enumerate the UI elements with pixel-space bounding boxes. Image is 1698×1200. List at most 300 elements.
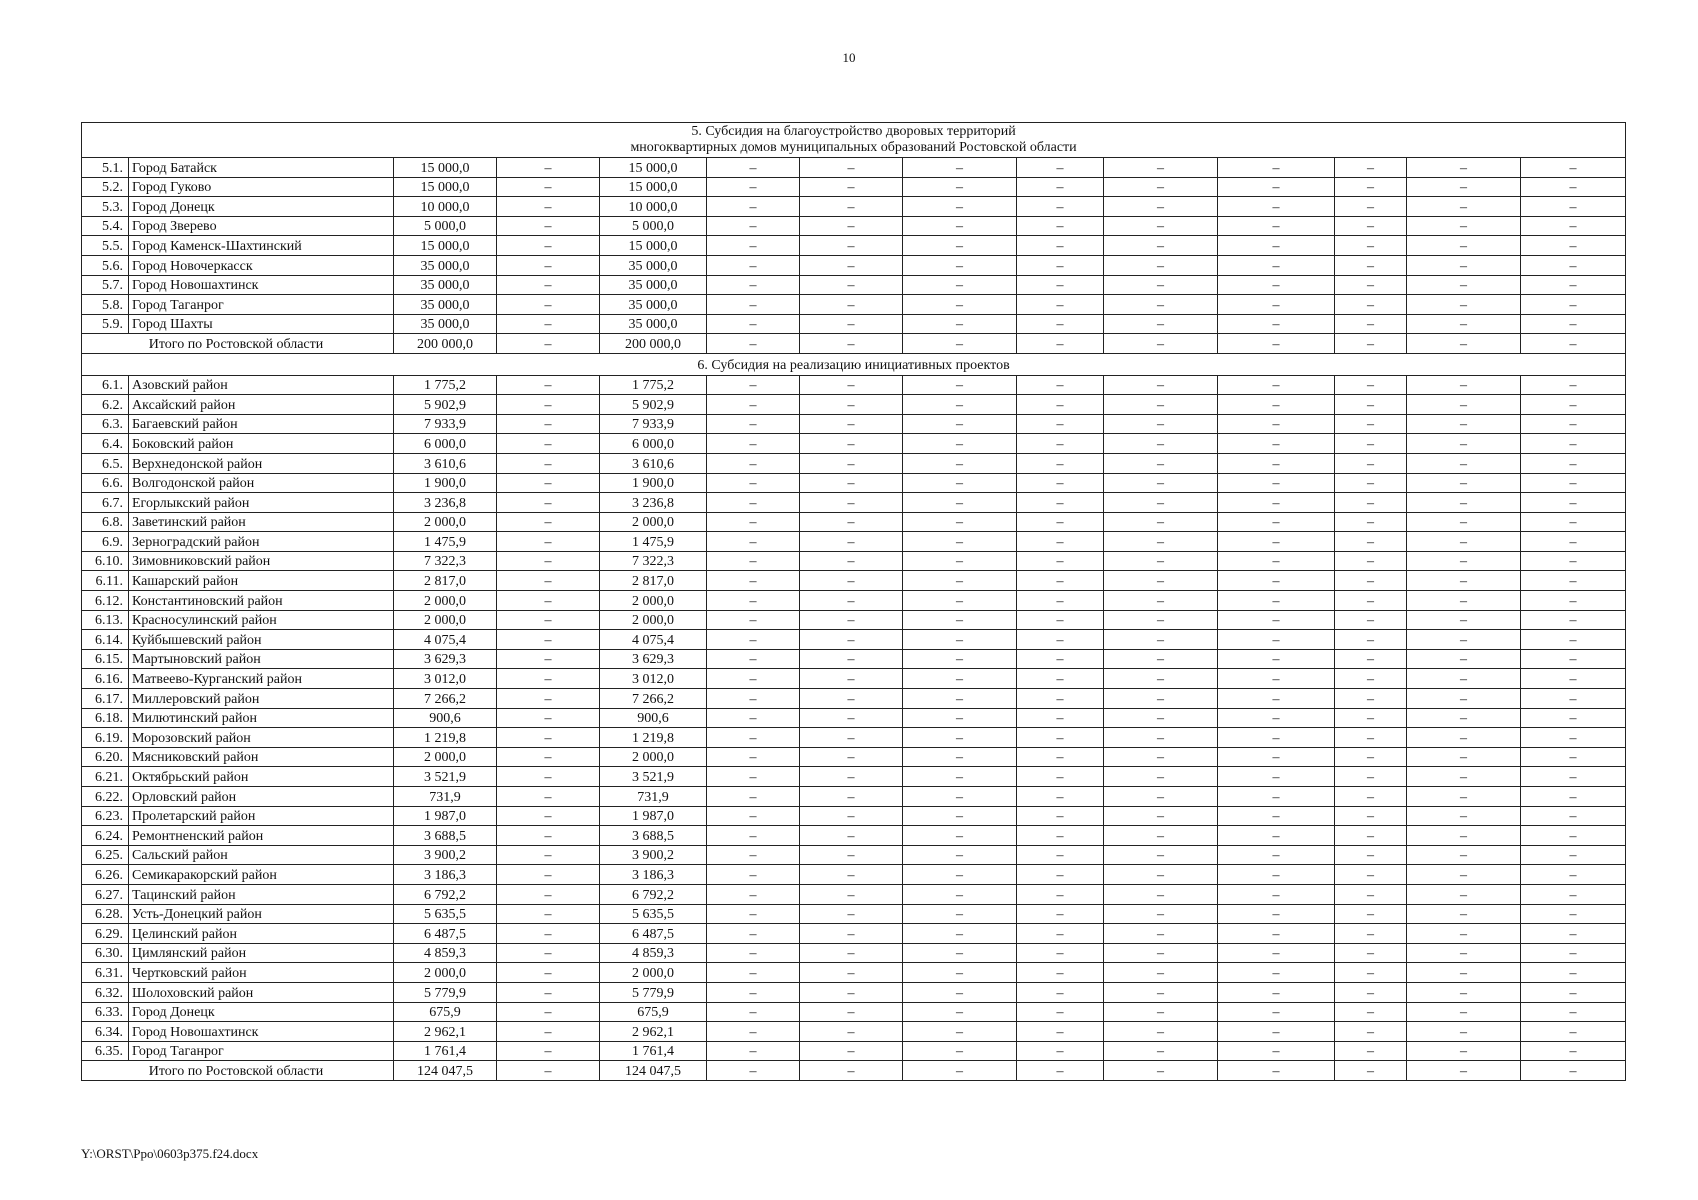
amount-cell: 3 186,3 — [600, 865, 707, 885]
total-amount-cell: 2 000,0 — [394, 963, 497, 983]
dash-cell: – — [1218, 767, 1335, 787]
dash-cell: – — [1521, 610, 1626, 630]
amount-cell: 6 000,0 — [600, 434, 707, 454]
dash-cell: – — [1104, 826, 1218, 846]
total-amount-cell: 35 000,0 — [394, 255, 497, 275]
dash-cell: – — [1218, 236, 1335, 256]
dash-cell: – — [800, 747, 903, 767]
total-amount-cell: 3 236,8 — [394, 493, 497, 513]
row-number: 5.8. — [82, 295, 129, 315]
dash-cell: – — [1104, 669, 1218, 689]
amount-cell: 675,9 — [600, 1002, 707, 1022]
dash-cell: – — [1407, 453, 1521, 473]
dash-cell: – — [1335, 591, 1407, 611]
row-number: 6.17. — [82, 689, 129, 709]
dash-cell: – — [1104, 314, 1218, 334]
table-row — [82, 571, 1626, 591]
dash-cell: – — [1335, 943, 1407, 963]
dash-cell: – — [497, 197, 600, 217]
dash-cell: – — [800, 314, 903, 334]
municipality-name: Боковский район — [129, 434, 394, 454]
dash-cell: – — [1521, 571, 1626, 591]
municipality-name: Октябрьский район — [129, 767, 394, 787]
dash-cell: – — [707, 669, 800, 689]
dash-cell: – — [1521, 591, 1626, 611]
row-number: 6.3. — [82, 414, 129, 434]
amount-cell: 2 000,0 — [600, 512, 707, 532]
row-number: 6.9. — [82, 532, 129, 552]
amount-cell: 15 000,0 — [600, 177, 707, 197]
table-row — [82, 591, 1626, 611]
table-row — [82, 669, 1626, 689]
amount-cell: 7 933,9 — [600, 414, 707, 434]
dash-cell: – — [1017, 845, 1104, 865]
dash-cell: – — [1218, 1041, 1335, 1061]
row-number: 6.6. — [82, 473, 129, 493]
dash-cell: – — [800, 295, 903, 315]
dash-cell: – — [1104, 982, 1218, 1002]
dash-cell: – — [1104, 1002, 1218, 1022]
dash-cell: – — [1521, 434, 1626, 454]
dash-cell: – — [1407, 826, 1521, 846]
dash-cell: – — [1335, 1022, 1407, 1042]
dash-cell: – — [800, 924, 903, 944]
table-row — [82, 453, 1626, 473]
dash-cell: – — [1335, 453, 1407, 473]
dash-cell: – — [903, 453, 1017, 473]
dash-cell: – — [800, 434, 903, 454]
dash-cell: – — [1335, 512, 1407, 532]
dash-cell: – — [1104, 216, 1218, 236]
dash-cell: – — [707, 375, 800, 395]
dash-cell: – — [1017, 591, 1104, 611]
dash-cell: – — [800, 197, 903, 217]
dash-cell: – — [1104, 473, 1218, 493]
dash-cell: – — [707, 551, 800, 571]
table-row — [82, 493, 1626, 513]
dash-cell: – — [800, 865, 903, 885]
dash-cell: – — [800, 630, 903, 650]
dash-cell: – — [497, 787, 600, 807]
municipality-name: Ремонтненский район — [129, 826, 394, 846]
dash-cell: – — [1335, 610, 1407, 630]
municipality-name: Цимлянский район — [129, 943, 394, 963]
row-number: 6.28. — [82, 904, 129, 924]
amount-cell: 2 962,1 — [600, 1022, 707, 1042]
dash-cell: – — [1335, 434, 1407, 454]
table-row — [82, 708, 1626, 728]
dash-cell: – — [1407, 787, 1521, 807]
total-amount-cell: 900,6 — [394, 708, 497, 728]
dash-cell: – — [903, 845, 1017, 865]
municipality-name: Матвеево-Курганский район — [129, 669, 394, 689]
dash-cell: – — [800, 787, 903, 807]
dash-cell: – — [1017, 255, 1104, 275]
dash-cell: – — [497, 747, 600, 767]
dash-cell: – — [903, 1041, 1017, 1061]
dash-cell: – — [1335, 551, 1407, 571]
dash-cell: – — [1017, 493, 1104, 513]
municipality-name: Заветинский район — [129, 512, 394, 532]
dash-cell: – — [497, 453, 600, 473]
dash-cell: – — [1017, 982, 1104, 1002]
dash-cell: – — [707, 904, 800, 924]
municipality-name: Семикаракорский район — [129, 865, 394, 885]
amount-cell: 3 521,9 — [600, 767, 707, 787]
total-amount-cell: 4 075,4 — [394, 630, 497, 650]
dash-cell: – — [707, 453, 800, 473]
dash-cell: – — [800, 236, 903, 256]
row-number: 6.31. — [82, 963, 129, 983]
dash-cell: – — [800, 591, 903, 611]
dash-cell: – — [1521, 255, 1626, 275]
dash-cell: – — [1335, 924, 1407, 944]
dash-cell: – — [1407, 551, 1521, 571]
row-number: 6.7. — [82, 493, 129, 513]
dash-cell: – — [800, 1041, 903, 1061]
dash-cell: – — [707, 158, 800, 178]
dash-cell: – — [707, 1022, 800, 1042]
dash-cell: – — [800, 963, 903, 983]
dash-cell: – — [1335, 255, 1407, 275]
dash-cell: – — [903, 532, 1017, 552]
amount-cell: 2 000,0 — [600, 747, 707, 767]
amount-cell: 731,9 — [600, 787, 707, 807]
table-row — [82, 826, 1626, 846]
dash-cell: – — [903, 649, 1017, 669]
dash-cell: – — [800, 158, 903, 178]
dash-cell: – — [497, 767, 600, 787]
amount-cell: 5 779,9 — [600, 982, 707, 1002]
dash-cell: – — [1521, 334, 1626, 354]
table-row — [82, 787, 1626, 807]
row-number: 6.5. — [82, 453, 129, 473]
municipality-name: Милютинский район — [129, 708, 394, 728]
dash-cell: – — [903, 806, 1017, 826]
dash-cell: – — [800, 473, 903, 493]
dash-cell: – — [1521, 216, 1626, 236]
dash-cell: – — [1218, 787, 1335, 807]
dash-cell: – — [1335, 884, 1407, 904]
municipality-name: Орловский район — [129, 787, 394, 807]
dash-cell: – — [707, 1041, 800, 1061]
dash-cell: – — [1521, 512, 1626, 532]
amount-cell: 124 047,5 — [600, 1061, 707, 1081]
dash-cell: – — [1218, 493, 1335, 513]
dash-cell: – — [497, 571, 600, 591]
dash-cell: – — [1218, 806, 1335, 826]
dash-cell: – — [1218, 826, 1335, 846]
dash-cell: – — [1017, 728, 1104, 748]
dash-cell: – — [1335, 689, 1407, 709]
dash-cell: – — [1335, 158, 1407, 178]
dash-cell: – — [1407, 728, 1521, 748]
dash-cell: – — [1017, 943, 1104, 963]
dash-cell: – — [707, 884, 800, 904]
dash-cell: – — [1521, 963, 1626, 983]
row-number: 6.23. — [82, 806, 129, 826]
dash-cell: – — [1335, 1041, 1407, 1061]
row-number: 6.26. — [82, 865, 129, 885]
dash-cell: – — [707, 787, 800, 807]
dash-cell: – — [903, 708, 1017, 728]
table-row — [82, 236, 1626, 256]
total-row — [82, 1061, 1626, 1081]
dash-cell: – — [1104, 375, 1218, 395]
dash-cell: – — [800, 1022, 903, 1042]
dash-cell: – — [1521, 708, 1626, 728]
dash-cell: – — [497, 532, 600, 552]
amount-cell: 3 688,5 — [600, 826, 707, 846]
dash-cell: – — [1335, 845, 1407, 865]
dash-cell: – — [1521, 314, 1626, 334]
dash-cell: – — [1017, 787, 1104, 807]
dash-cell: – — [1407, 295, 1521, 315]
dash-cell: – — [1218, 728, 1335, 748]
dash-cell: – — [1104, 728, 1218, 748]
dash-cell: – — [903, 943, 1017, 963]
dash-cell: – — [1218, 216, 1335, 236]
dash-cell: – — [1017, 610, 1104, 630]
dash-cell: – — [903, 982, 1017, 1002]
dash-cell: – — [1017, 649, 1104, 669]
dash-cell: – — [1407, 884, 1521, 904]
dash-cell: – — [497, 512, 600, 532]
dash-cell: – — [1017, 453, 1104, 473]
dash-cell: – — [1521, 747, 1626, 767]
dash-cell: – — [497, 1061, 600, 1081]
dash-cell: – — [497, 610, 600, 630]
dash-cell: – — [1407, 747, 1521, 767]
table-row — [82, 630, 1626, 650]
row-number: 6.4. — [82, 434, 129, 454]
dash-cell: – — [1521, 453, 1626, 473]
municipality-name: Город Донецк — [129, 197, 394, 217]
municipality-name: Кашарский район — [129, 571, 394, 591]
amount-cell: 5 000,0 — [600, 216, 707, 236]
municipality-name: Шолоховский район — [129, 982, 394, 1002]
dash-cell: – — [497, 1041, 600, 1061]
row-number: 6.16. — [82, 669, 129, 689]
dash-cell: – — [1407, 395, 1521, 415]
dash-cell: – — [707, 177, 800, 197]
dash-cell: – — [1104, 963, 1218, 983]
table-row — [82, 649, 1626, 669]
dash-cell: – — [707, 334, 800, 354]
amount-cell: 3 610,6 — [600, 453, 707, 473]
dash-cell: – — [1521, 493, 1626, 513]
dash-cell: – — [800, 571, 903, 591]
dash-cell: – — [1104, 630, 1218, 650]
dash-cell: – — [1335, 571, 1407, 591]
total-amount-cell: 35 000,0 — [394, 295, 497, 315]
dash-cell: – — [1407, 571, 1521, 591]
dash-cell: – — [1218, 1061, 1335, 1081]
dash-cell: – — [800, 334, 903, 354]
dash-cell: – — [1017, 375, 1104, 395]
dash-cell: – — [800, 649, 903, 669]
dash-cell: – — [1104, 236, 1218, 256]
total-amount-cell: 7 322,3 — [394, 551, 497, 571]
dash-cell: – — [1407, 708, 1521, 728]
dash-cell: – — [1017, 236, 1104, 256]
municipality-name: Аксайский район — [129, 395, 394, 415]
dash-cell: – — [800, 177, 903, 197]
dash-cell: – — [903, 787, 1017, 807]
dash-cell: – — [1521, 806, 1626, 826]
row-number: 6.25. — [82, 845, 129, 865]
municipality-name: Егорлыкский район — [129, 493, 394, 513]
dash-cell: – — [903, 924, 1017, 944]
dash-cell: – — [1218, 197, 1335, 217]
dash-cell: – — [707, 728, 800, 748]
file-path-footer: Y:\ORST\Ppo\0603p375.f24.docx — [81, 1146, 259, 1161]
municipality-name: Красносулинский район — [129, 610, 394, 630]
dash-cell: – — [707, 493, 800, 513]
dash-cell: – — [1017, 177, 1104, 197]
municipality-name: Город Гуково — [129, 177, 394, 197]
dash-cell: – — [1104, 865, 1218, 885]
total-amount-cell: 1 219,8 — [394, 728, 497, 748]
dash-cell: – — [1407, 1041, 1521, 1061]
dash-cell: – — [497, 295, 600, 315]
total-amount-cell: 2 962,1 — [394, 1022, 497, 1042]
dash-cell: – — [497, 982, 600, 1002]
dash-cell: – — [800, 532, 903, 552]
dash-cell: – — [1521, 177, 1626, 197]
dash-cell: – — [1104, 571, 1218, 591]
dash-cell: – — [497, 963, 600, 983]
municipality-name: Куйбышевский район — [129, 630, 394, 650]
table-row — [82, 943, 1626, 963]
row-number: 6.11. — [82, 571, 129, 591]
dash-cell: – — [1218, 845, 1335, 865]
dash-cell: – — [1104, 689, 1218, 709]
dash-cell: – — [1407, 473, 1521, 493]
dash-cell: – — [903, 434, 1017, 454]
dash-cell: – — [903, 669, 1017, 689]
dash-cell: – — [1017, 571, 1104, 591]
dash-cell: – — [497, 314, 600, 334]
amount-cell: 1 761,4 — [600, 1041, 707, 1061]
dash-cell: – — [1407, 414, 1521, 434]
municipality-name: Город Донецк — [129, 1002, 394, 1022]
dash-cell: – — [1104, 532, 1218, 552]
dash-cell: – — [497, 493, 600, 513]
dash-cell: – — [903, 904, 1017, 924]
dash-cell: – — [800, 826, 903, 846]
dash-cell: – — [1407, 982, 1521, 1002]
total-label: Итого по Ростовской области — [82, 1061, 394, 1081]
municipality-name: Зимовниковский район — [129, 551, 394, 571]
dash-cell: – — [1521, 236, 1626, 256]
dash-cell: – — [903, 1022, 1017, 1042]
row-number: 6.32. — [82, 982, 129, 1002]
dash-cell: – — [707, 826, 800, 846]
dash-cell: – — [1104, 334, 1218, 354]
dash-cell: – — [903, 630, 1017, 650]
dash-cell: – — [1335, 295, 1407, 315]
dash-cell: – — [1521, 414, 1626, 434]
dash-cell: – — [1218, 314, 1335, 334]
table-row — [82, 767, 1626, 787]
municipality-name: Город Шахты — [129, 314, 394, 334]
dash-cell: – — [1218, 1002, 1335, 1022]
table-row — [82, 375, 1626, 395]
dash-cell: – — [1017, 630, 1104, 650]
dash-cell: – — [707, 275, 800, 295]
dash-cell: – — [1335, 375, 1407, 395]
dash-cell: – — [1335, 904, 1407, 924]
dash-cell: – — [903, 473, 1017, 493]
dash-cell: – — [707, 747, 800, 767]
dash-cell: – — [497, 375, 600, 395]
dash-cell: – — [1335, 395, 1407, 415]
dash-cell: – — [707, 845, 800, 865]
dash-cell: – — [800, 845, 903, 865]
dash-cell: – — [707, 924, 800, 944]
dash-cell: – — [1218, 649, 1335, 669]
dash-cell: – — [903, 414, 1017, 434]
dash-cell: – — [1335, 1061, 1407, 1081]
row-number: 5.2. — [82, 177, 129, 197]
dash-cell: – — [800, 669, 903, 689]
municipality-name: Город Зверево — [129, 216, 394, 236]
dash-cell: – — [707, 571, 800, 591]
table-row — [82, 395, 1626, 415]
dash-cell: – — [497, 236, 600, 256]
amount-cell: 15 000,0 — [600, 158, 707, 178]
total-amount-cell: 10 000,0 — [394, 197, 497, 217]
municipality-name: Город Таганрог — [129, 295, 394, 315]
amount-cell: 3 900,2 — [600, 845, 707, 865]
municipality-name: Мартыновский район — [129, 649, 394, 669]
dash-cell: – — [1218, 434, 1335, 454]
dash-cell: – — [1407, 1061, 1521, 1081]
dash-cell: – — [707, 236, 800, 256]
dash-cell: – — [1521, 1041, 1626, 1061]
dash-cell: – — [1104, 787, 1218, 807]
dash-cell: – — [1407, 845, 1521, 865]
dash-cell: – — [1017, 826, 1104, 846]
dash-cell: – — [707, 708, 800, 728]
total-amount-cell: 1 987,0 — [394, 806, 497, 826]
dash-cell: – — [1407, 255, 1521, 275]
total-amount-cell: 1 775,2 — [394, 375, 497, 395]
dash-cell: – — [1218, 375, 1335, 395]
dash-cell: – — [1017, 158, 1104, 178]
dash-cell: – — [1335, 493, 1407, 513]
dash-cell: – — [800, 1061, 903, 1081]
dash-cell: – — [1521, 551, 1626, 571]
total-amount-cell: 200 000,0 — [394, 334, 497, 354]
dash-cell: – — [903, 493, 1017, 513]
row-number: 5.4. — [82, 216, 129, 236]
dash-cell: – — [1017, 689, 1104, 709]
total-amount-cell: 2 000,0 — [394, 512, 497, 532]
dash-cell: – — [1407, 197, 1521, 217]
amount-cell: 200 000,0 — [600, 334, 707, 354]
dash-cell: – — [800, 767, 903, 787]
dash-cell: – — [1335, 630, 1407, 650]
dash-cell: – — [1218, 884, 1335, 904]
dash-cell: – — [903, 591, 1017, 611]
dash-cell: – — [800, 708, 903, 728]
dash-cell: – — [1017, 473, 1104, 493]
dash-cell: – — [903, 236, 1017, 256]
dash-cell: – — [1017, 865, 1104, 885]
row-number: 6.22. — [82, 787, 129, 807]
